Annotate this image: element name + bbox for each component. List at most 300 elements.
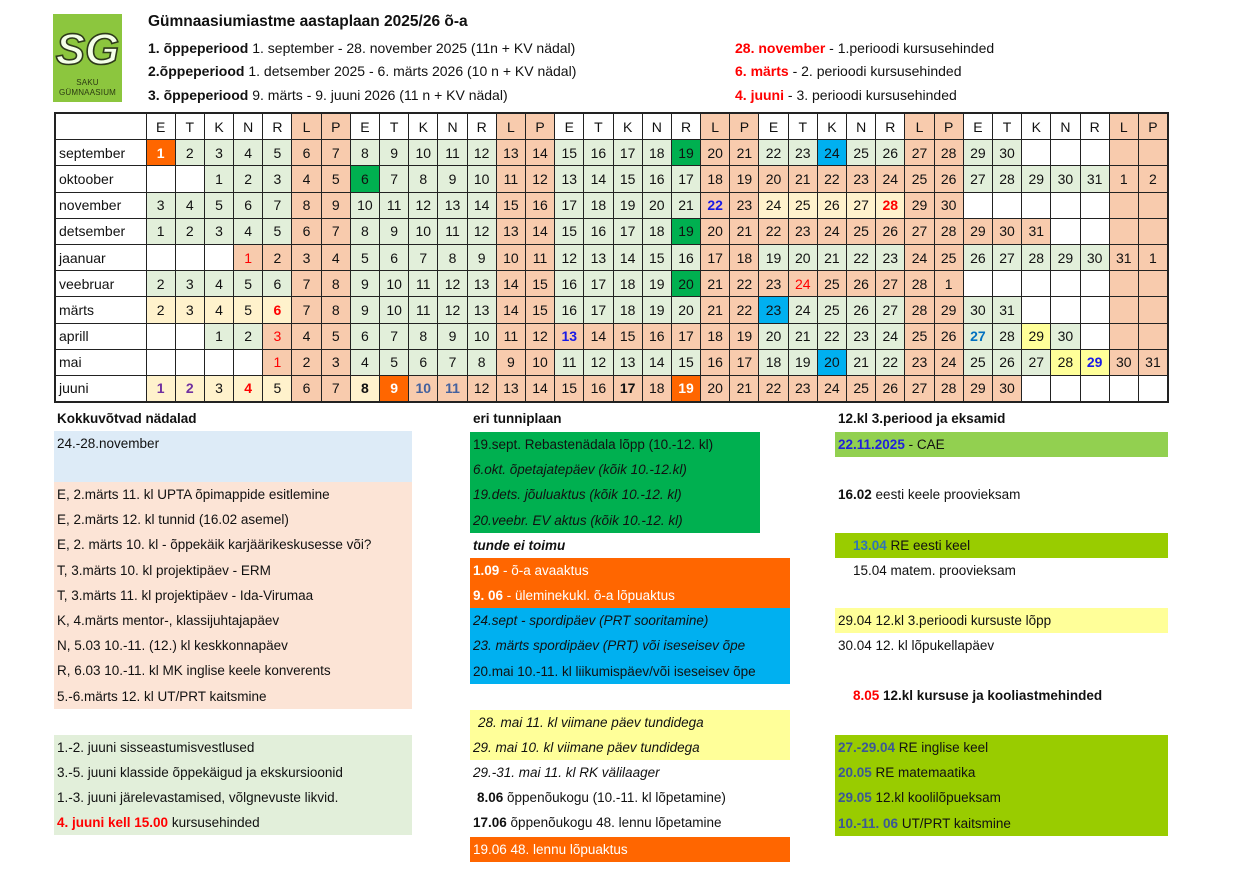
day-cell: 24 <box>788 271 817 297</box>
day-cell: 10 <box>409 218 438 244</box>
empty-cell <box>1138 140 1168 166</box>
day-cell: 28 <box>934 140 963 166</box>
day-cell: 9 <box>438 166 467 192</box>
day-cell: 14 <box>525 375 554 402</box>
item-date: 16.02 <box>838 487 872 503</box>
day-cell: 4 <box>234 140 263 166</box>
empty-cell <box>992 271 1021 297</box>
day-cell: 20 <box>671 271 700 297</box>
day-cell: 16 <box>584 140 613 166</box>
day-cell: 24 <box>876 166 905 192</box>
grade12-exams-section <box>835 408 1168 836</box>
day-cell: 22 <box>730 271 759 297</box>
day-cell: 5 <box>234 271 263 297</box>
day-cell: 13 <box>496 375 525 402</box>
day-cell: 17 <box>613 375 642 402</box>
weekday-header: P <box>525 113 554 140</box>
item-date: 1.09 <box>473 562 500 578</box>
day-cell: 14 <box>496 271 525 297</box>
list-item: K, 4.märts mentor-, klassijuhtajapäev <box>57 612 280 628</box>
day-cell: 23 <box>788 375 817 402</box>
sg-monogram-icon <box>53 14 122 78</box>
day-cell: 27 <box>876 271 905 297</box>
list-item <box>470 583 790 608</box>
item-text: UT/PRT kaitsmine <box>898 815 1011 831</box>
item-text: õppenõukogu (10.-11. kl lõpetamine) <box>503 790 726 806</box>
day-cell: 21 <box>701 297 730 323</box>
period-dates: 1. september - 28. november 2025 (11n + KV nädal) <box>248 40 576 56</box>
month-label: oktoober <box>55 166 146 192</box>
month-row <box>55 349 1168 375</box>
course-end-box <box>835 608 1168 633</box>
empty-cell <box>1022 271 1051 297</box>
empty-cell <box>204 349 233 375</box>
empty-cell <box>992 192 1021 218</box>
day-cell: 1 <box>1138 244 1168 270</box>
day-cell: 18 <box>642 375 671 402</box>
day-cell: 16 <box>555 271 584 297</box>
day-cell: 13 <box>438 192 467 218</box>
day-cell: 25 <box>847 140 876 166</box>
empty-cell <box>175 349 204 375</box>
empty-cell <box>1138 218 1168 244</box>
list-item: 1.-2. juuni sisseastumisvestlused <box>57 739 255 755</box>
day-cell: 7 <box>321 375 350 402</box>
day-cell: 12 <box>438 297 467 323</box>
period-line-1 <box>148 40 575 56</box>
day-cell: 21 <box>788 323 817 349</box>
day-cell: 5 <box>204 192 233 218</box>
item-text: eesti keele proovieksam <box>871 487 1021 503</box>
day-cell: 28 <box>992 166 1021 192</box>
day-cell: 25 <box>934 244 963 270</box>
weekday-header: E <box>963 113 992 140</box>
day-cell: 10 <box>350 192 379 218</box>
day-cell: 13 <box>496 140 525 166</box>
empty-cell <box>1080 323 1109 349</box>
empty-cell <box>146 166 175 192</box>
weekday-header: L <box>292 113 321 140</box>
day-cell: 9 <box>380 375 409 402</box>
empty-cell <box>1051 375 1080 402</box>
month-row <box>55 140 1168 166</box>
day-cell: 15 <box>525 297 554 323</box>
list-item <box>835 482 1168 507</box>
day-cell: 19 <box>671 140 700 166</box>
day-cell: 9 <box>350 297 379 323</box>
day-cell: 8 <box>350 375 379 402</box>
year-calendar-table <box>54 112 1169 403</box>
day-cell: 11 <box>525 244 554 270</box>
day-cell: 30 <box>992 375 1021 402</box>
day-cell: 28 <box>934 375 963 402</box>
weekday-header: T <box>584 113 613 140</box>
sports-day-box <box>470 608 790 684</box>
day-cell: 10 <box>467 323 496 349</box>
list-item <box>470 558 790 583</box>
weekday-header: R <box>876 113 905 140</box>
day-cell: 17 <box>671 166 700 192</box>
weekday-header: R <box>1080 113 1109 140</box>
list-item: E, 2. märts 10. kl - õppekäik karjäärikeskusesse või? <box>57 537 372 553</box>
day-cell: 14 <box>525 218 554 244</box>
day-cell: 10 <box>525 349 554 375</box>
empty-cell <box>1138 192 1168 218</box>
day-cell: 1 <box>934 271 963 297</box>
list-item: 30.04 12. kl lõpukellapäev <box>838 637 995 653</box>
item-date: 27.-29.04 <box>838 740 896 756</box>
month-row <box>55 244 1168 270</box>
list-item <box>470 785 815 810</box>
day-cell: 15 <box>613 323 642 349</box>
period-line-3 <box>148 87 508 103</box>
section-heading: Kokkuvõtvad nädalad <box>57 411 197 426</box>
empty-cell <box>963 192 992 218</box>
deadline-date: 28. november <box>735 40 826 56</box>
empty-cell <box>1022 192 1051 218</box>
empty-cell <box>1138 297 1168 323</box>
special-schedule-box <box>470 432 760 533</box>
grade-deadline-3 <box>735 87 957 103</box>
day-cell: 23 <box>847 323 876 349</box>
month-row <box>55 271 1168 297</box>
month-row <box>55 323 1168 349</box>
day-cell: 6 <box>292 375 321 402</box>
list-item: 20.veebr. EV aktus (kõik 10.-12. kl) <box>473 512 683 528</box>
weekday-header: N <box>642 113 671 140</box>
day-cell: 23 <box>788 140 817 166</box>
logo-initials: SG <box>55 25 120 74</box>
day-cell: 7 <box>321 218 350 244</box>
section-heading: 12.kl 3.periood ja eksamid <box>838 411 1006 426</box>
weekday-header: E <box>759 113 788 140</box>
month-label: detsember <box>55 218 146 244</box>
day-cell: 17 <box>613 218 642 244</box>
day-cell: 29 <box>905 192 934 218</box>
day-cell: 1 <box>234 244 263 270</box>
section-heading: tunde ei toimu <box>473 537 566 553</box>
day-cell: 20 <box>701 218 730 244</box>
day-cell: 30 <box>992 140 1021 166</box>
day-cell: 27 <box>1022 349 1051 375</box>
day-cell: 2 <box>263 244 292 270</box>
empty-cell <box>1138 271 1168 297</box>
list-item: 23. märts spordipäev (PRT) või iseseisev õpe <box>473 638 746 654</box>
day-cell: 17 <box>701 244 730 270</box>
day-cell: 7 <box>321 140 350 166</box>
day-cell: 2 <box>234 323 263 349</box>
day-cell: 21 <box>817 244 846 270</box>
day-cell: 1 <box>263 349 292 375</box>
item-text: RE eesti keel <box>886 537 971 553</box>
day-cell: 20 <box>701 375 730 402</box>
day-cell: 7 <box>292 271 321 297</box>
weekday-header: P <box>1138 113 1168 140</box>
day-cell: 8 <box>292 192 321 218</box>
day-cell: 9 <box>380 140 409 166</box>
item-text: RE inglise keel <box>895 740 989 756</box>
day-cell: 1 <box>204 166 233 192</box>
item-text: - CAE <box>904 437 945 452</box>
day-cell: 8 <box>350 140 379 166</box>
day-cell: 30 <box>1109 349 1138 375</box>
day-cell: 25 <box>963 349 992 375</box>
list-item: 19.dets. jõuluaktus (kõik 10.-12. kl) <box>473 487 682 503</box>
day-cell: 11 <box>438 375 467 402</box>
day-cell: 19 <box>613 192 642 218</box>
month-row <box>55 375 1168 402</box>
day-cell: 16 <box>671 244 700 270</box>
deadline-text: - 1.perioodi kursusehinded <box>825 40 995 56</box>
day-cell: 23 <box>905 349 934 375</box>
summary-june-box <box>54 735 412 836</box>
day-cell: 8 <box>438 244 467 270</box>
day-cell: 18 <box>730 244 759 270</box>
day-cell: 9 <box>321 192 350 218</box>
day-cell: 23 <box>876 244 905 270</box>
day-cell: 17 <box>584 297 613 323</box>
day-cell: 28 <box>876 192 905 218</box>
month-row <box>55 218 1168 244</box>
day-cell: 21 <box>730 140 759 166</box>
month-label: veebruar <box>55 271 146 297</box>
day-cell: 26 <box>876 218 905 244</box>
weekday-header: N <box>234 113 263 140</box>
month-row <box>55 166 1168 192</box>
list-item: 3.-5. juuni klasside õppekäigud ja ekskursioonid <box>57 764 343 780</box>
day-cell: 7 <box>409 244 438 270</box>
empty-cell <box>1109 140 1138 166</box>
weekday-header: T <box>175 113 204 140</box>
day-cell: 1 <box>1109 166 1138 192</box>
day-cell: 26 <box>876 140 905 166</box>
day-cell: 12 <box>584 349 613 375</box>
day-cell: 12 <box>555 244 584 270</box>
item-date: 17.06 <box>473 815 507 831</box>
day-cell: 15 <box>525 271 554 297</box>
day-cell: 6 <box>263 271 292 297</box>
empty-cell <box>1138 323 1168 349</box>
item-text: 12.kl kursuse ja kooliastmehinded <box>879 688 1103 704</box>
day-cell: 11 <box>555 349 584 375</box>
day-cell: 9 <box>467 244 496 270</box>
list-item <box>835 760 1168 785</box>
day-cell: 15 <box>642 244 671 270</box>
day-cell: 24 <box>817 375 846 402</box>
list-item: 15.04 matem. proovieksam <box>853 563 1016 579</box>
period-label: 1. õppeperiood <box>148 40 249 56</box>
empty-cell <box>1051 140 1080 166</box>
day-cell: 12 <box>409 192 438 218</box>
day-cell: 30 <box>1080 244 1109 270</box>
day-cell: 29 <box>1051 244 1080 270</box>
day-cell: 3 <box>204 375 233 402</box>
special-schedule-section <box>470 408 815 862</box>
day-cell: 11 <box>496 166 525 192</box>
day-cell: 13 <box>584 244 613 270</box>
day-cell: 6 <box>350 166 379 192</box>
day-cell: 5 <box>263 218 292 244</box>
day-cell: 21 <box>671 192 700 218</box>
empty-cell <box>1109 375 1138 402</box>
day-cell: 4 <box>204 297 233 323</box>
day-cell: 22 <box>876 349 905 375</box>
day-cell: 20 <box>817 349 846 375</box>
empty-cell <box>1022 375 1051 402</box>
day-cell: 25 <box>905 323 934 349</box>
day-cell: 4 <box>350 349 379 375</box>
day-cell: 2 <box>146 271 175 297</box>
day-cell: 14 <box>467 192 496 218</box>
empty-cell <box>146 349 175 375</box>
school-logo <box>53 14 122 102</box>
weekday-header: N <box>438 113 467 140</box>
day-cell: 16 <box>584 218 613 244</box>
month-label: jaanuar <box>55 244 146 270</box>
period-label: 2.õppeperiood <box>148 63 245 79</box>
day-cell: 31 <box>1138 349 1168 375</box>
day-cell: 8 <box>467 349 496 375</box>
day-cell: 5 <box>321 323 350 349</box>
day-cell: 12 <box>467 375 496 402</box>
empty-cell <box>1022 297 1051 323</box>
day-cell: 15 <box>555 375 584 402</box>
day-cell: 11 <box>438 140 467 166</box>
day-cell: 14 <box>525 140 554 166</box>
list-item: 6.okt. õpetajatepäev (kõik 10.-12.kl) <box>473 462 687 478</box>
day-cell: 26 <box>963 244 992 270</box>
day-cell: 30 <box>1051 323 1080 349</box>
empty-cell <box>1022 140 1051 166</box>
empty-cell <box>1051 271 1080 297</box>
day-cell: 2 <box>146 297 175 323</box>
day-cell: 19 <box>788 349 817 375</box>
day-cell: 31 <box>1022 218 1051 244</box>
empty-cell <box>175 166 204 192</box>
empty-cell <box>1080 192 1109 218</box>
day-cell: 16 <box>525 192 554 218</box>
day-cell: 31 <box>992 297 1021 323</box>
day-cell: 14 <box>496 297 525 323</box>
day-cell: 24 <box>817 140 846 166</box>
day-cell: 30 <box>992 218 1021 244</box>
section-heading: eri tunniplaan <box>473 411 562 426</box>
day-cell: 14 <box>584 323 613 349</box>
day-cell: 19 <box>730 166 759 192</box>
day-cell: 4 <box>234 375 263 402</box>
day-cell: 25 <box>905 166 934 192</box>
day-cell: 29 <box>963 140 992 166</box>
empty-cell <box>1109 192 1138 218</box>
day-cell: 17 <box>730 349 759 375</box>
day-cell: 11 <box>496 323 525 349</box>
day-cell: 28 <box>934 218 963 244</box>
day-cell: 13 <box>467 297 496 323</box>
day-cell: 6 <box>380 244 409 270</box>
day-cell: 18 <box>642 218 671 244</box>
list-item: N, 5.03 10.-11. (12.) kl keskkonnapäev <box>57 638 288 654</box>
state-exams-box <box>835 735 1168 836</box>
weekday-header: K <box>1022 113 1051 140</box>
day-cell: 3 <box>175 271 204 297</box>
empty-cell <box>1109 297 1138 323</box>
list-item: R, 6.03 10.-11. kl MK inglise keele konverents <box>57 663 331 679</box>
month-row <box>55 297 1168 323</box>
day-cell: 18 <box>642 140 671 166</box>
day-cell: 12 <box>438 271 467 297</box>
day-cell: 26 <box>847 271 876 297</box>
day-cell: 19 <box>759 244 788 270</box>
item-text: õppenõukogu 48. lennu lõpetamine <box>506 815 722 831</box>
day-cell: 10 <box>467 166 496 192</box>
day-cell: 19 <box>671 375 700 402</box>
day-cell: 18 <box>701 166 730 192</box>
day-cell: 12 <box>467 218 496 244</box>
day-cell: 13 <box>496 218 525 244</box>
day-cell: 9 <box>496 349 525 375</box>
day-cell: 27 <box>905 218 934 244</box>
day-cell: 24 <box>876 323 905 349</box>
day-cell: 19 <box>671 218 700 244</box>
empty-cell <box>1080 297 1109 323</box>
list-item <box>835 785 1168 810</box>
day-cell: 4 <box>292 166 321 192</box>
day-cell: 26 <box>934 323 963 349</box>
day-cell: 11 <box>438 218 467 244</box>
weekday-header: E <box>350 113 379 140</box>
day-cell: 5 <box>263 375 292 402</box>
day-cell: 24 <box>934 349 963 375</box>
day-cell: 25 <box>817 271 846 297</box>
day-cell: 25 <box>847 218 876 244</box>
day-cell: 19 <box>730 323 759 349</box>
day-cell: 6 <box>292 140 321 166</box>
day-cell: 27 <box>963 323 992 349</box>
day-cell: 18 <box>701 323 730 349</box>
empty-cell <box>175 244 204 270</box>
day-cell: 12 <box>525 166 554 192</box>
day-cell: 11 <box>380 192 409 218</box>
item-date: 20.05 <box>838 765 872 781</box>
day-cell: 12 <box>525 323 554 349</box>
day-cell: 10 <box>380 297 409 323</box>
period-dates: 1. detsember 2025 - 6. märts 2026 (10 n + KV nädal) <box>244 63 577 79</box>
grade-deadline-1 <box>735 40 994 56</box>
empty-cell <box>1138 375 1168 402</box>
day-cell: 13 <box>555 323 584 349</box>
day-cell: 30 <box>963 297 992 323</box>
day-cell: 3 <box>204 218 233 244</box>
item-date: 8.05 <box>853 688 880 704</box>
day-cell: 29 <box>1022 166 1051 192</box>
day-cell: 13 <box>613 349 642 375</box>
day-cell: 18 <box>759 349 788 375</box>
day-cell: 7 <box>292 297 321 323</box>
day-cell: 21 <box>847 349 876 375</box>
summary-march-box <box>54 482 412 709</box>
day-cell: 3 <box>263 166 292 192</box>
day-cell: 24 <box>817 218 846 244</box>
day-cell: 21 <box>788 166 817 192</box>
day-cell: 28 <box>992 323 1021 349</box>
period-dates: 9. märts - 9. juuni 2026 (11 n + KV nädal) <box>248 87 508 103</box>
item-text: RE matemaatika <box>871 765 976 781</box>
day-cell: 27 <box>876 297 905 323</box>
day-cell: 29 <box>934 297 963 323</box>
list-item: 1.-3. juuni järelevastamised, võlgnevuste likvid. <box>57 790 339 806</box>
day-cell: 20 <box>759 323 788 349</box>
list-item: E, 2.märts 11. kl UPTA õpimappide esitlemine <box>57 487 330 502</box>
